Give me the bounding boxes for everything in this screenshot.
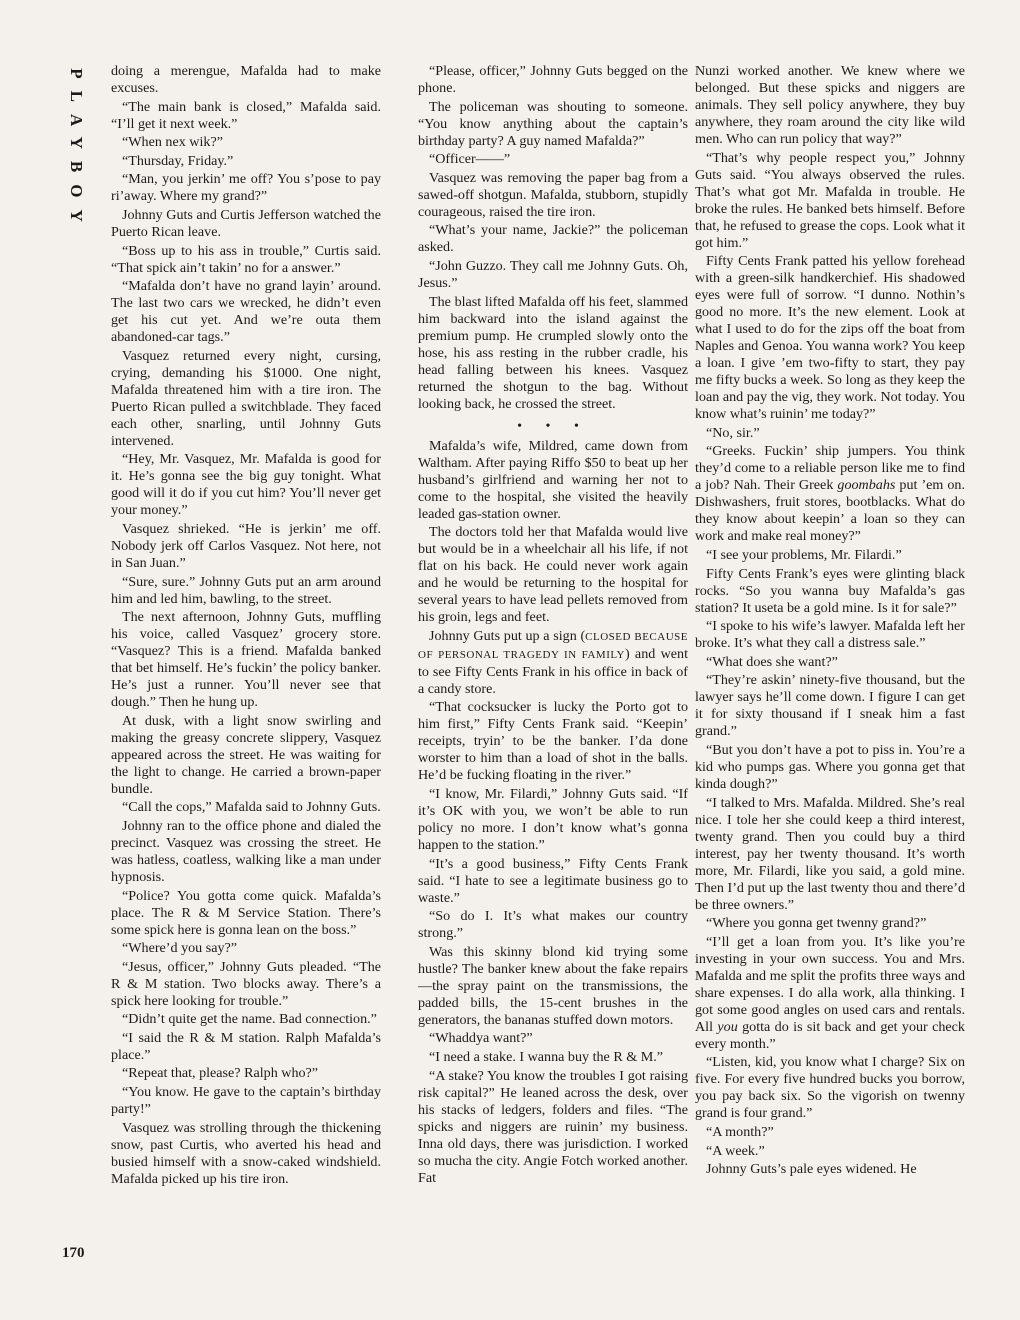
paragraph [418, 99, 688, 150]
paragraph [111, 609, 381, 711]
paragraph [418, 944, 688, 1029]
paragraph [111, 574, 381, 608]
paragraph [111, 1084, 381, 1118]
paragraph [695, 618, 965, 652]
paragraph [111, 799, 381, 816]
paragraph [695, 1124, 965, 1141]
paragraph-text: “I need a stake. I wanna buy the R & M.” [429, 1048, 664, 1065]
text-column-3 [695, 63, 965, 1263]
paragraph-text: “Whaddya want?” [429, 1030, 533, 1047]
paragraph-text: • • • [517, 417, 589, 434]
paragraph [111, 63, 381, 97]
paragraph-text: “When nex wik?” [122, 134, 223, 151]
paragraph [111, 134, 381, 151]
paragraph [418, 1068, 688, 1187]
page-number: 170 [62, 1245, 85, 1261]
paragraph-text: Johnny Guts’s pale eyes widened. He [706, 1161, 917, 1178]
emphasis-text: goombahs [837, 477, 896, 494]
paragraph-text-cont: put ’em on. Dishwashers, fruit stores, bootblacks. What do they know about keepin’ a loan so they can work and make real money?” [695, 477, 965, 545]
paragraph-text: “Officer——” [429, 151, 511, 168]
paragraph [111, 207, 381, 241]
paragraph-text: “I talked to Mrs. Mafalda. Mildred. She’s real nice. I tole her she could keep a third interest, twenty grand. Then you could buy a third interest, pay her twenty thousand. It’s worth more, Mr. Filardi, like you said, a gold mine. Then I’d put up the last twenty thou and there’d be three owners.” [695, 794, 965, 913]
paragraph-text: “It’s a good business,” Fifty Cents Frank said. “I hate to see a legitimate business go to waste.” [418, 855, 688, 906]
paragraph [111, 888, 381, 939]
paragraph-text: “That’s why people respect you,” Johnny Guts said. “You always observed the rules. That’s what got Mr. Mafalda in trouble. He broke the rules. He banked bets himself. Before that, he refused to grease the cops. Look what it got him.” [695, 149, 965, 251]
paragraph [111, 1120, 381, 1188]
paragraph-text: Mafalda’s wife, Mildred, came down from Waltham. After paying Riffo $50 to beat up her husband’s girlfriend and warning her not to come to the hospital, she visited the heavily leaded gas-station owner. [418, 437, 688, 522]
paragraph [111, 171, 381, 205]
paragraph [695, 547, 965, 564]
paragraph-text: Vasquez returned every night, cursing, crying, demanding his $1000. One night, Mafalda threatened him with a tire iron. The Puerto Rican pulled a switchblade. They faced each other, snarling, until Johnny Guts intervened. [111, 347, 381, 449]
paragraph-text: “The main bank is closed,” Mafalda said. “I’ll get it next week.” [111, 98, 381, 132]
paragraph-text: “They’re askin’ ninety-five thousand, but the lawyer says he’ll come down. I figure I can get it for sixty thousand if I sneak him a fast grand.” [695, 672, 965, 740]
paragraph [418, 258, 688, 292]
paragraph-text: “Please, officer,” Johnny Guts begged on the phone. [418, 63, 688, 96]
paragraph [418, 151, 688, 168]
paragraph-text: “A week.” [706, 1142, 765, 1159]
paragraph-text: “I’ll get a loan from you. It’s like you’re investing in your own success. You and Mrs. Mafalda and me split the profits three ways and share expenses. I do alla work, alla thinking. I got some good angles on used cars and rentals. All [695, 933, 965, 1035]
paragraph-text: “Listen, kid, you know what I charge? Six on five. For every five hundred bucks you borrow, you pay back six. So the vigorish on twenny grand is four grand.” [695, 1054, 965, 1122]
paragraph [111, 521, 381, 572]
paragraph [418, 524, 688, 626]
paragraph-text: Nunzi worked another. We knew where we belonged. But these spicks and niggers are animals. They sell policy anywhere, they buy anywhere, they roam around the city like wild men. Who can run policy that way?” [695, 63, 965, 147]
paragraph-text: Was this skinny blond kid trying some hustle? The banker knew about the fake repairs—the spray paint on the transmissions, the padded bills, the 15-cent brushes in the generators, the bananas stuffed down motors. [418, 943, 688, 1028]
paragraph-text: “I spoke to his wife’s lawyer. Mafalda left her broke. It’s what they call a distress sale.” [695, 618, 965, 652]
paragraph-text: Johnny Guts and Curtis Jefferson watched the Puerto Rican leave. [111, 206, 381, 240]
paragraph [418, 628, 688, 698]
paragraph [418, 699, 688, 784]
paragraph [418, 63, 688, 97]
paragraph-text: “Sure, sure.” Johnny Guts put an arm around him and led him, bawling, to the street. [111, 573, 381, 607]
paragraph-text: “Thursday, Friday.” [122, 152, 234, 169]
paragraph [695, 443, 965, 545]
paragraph-text: “What’s your name, Jackie?” the policeman asked. [418, 222, 688, 256]
paragraph-text: “But you don’t have a pot to piss in. You’re a kid who pumps gas. Where you gonna get that kinda dough?” [695, 741, 965, 792]
paragraph [418, 1049, 688, 1066]
paragraph-text: “A stake? You know the troubles I got raising risk capital?” He leaned across the desk, over his stacks of ledgers, folders and files. “The spicks and niggers are ruinin’ my business. Inna old days, there was jurisdiction. I worked so mucha the city. Angie Fotch worked another. Fat [418, 1067, 688, 1186]
paragraph [695, 253, 965, 423]
paragraph-text: “I said the R & M station. Ralph Mafalda’s place.” [111, 1029, 381, 1063]
paragraph [111, 1030, 381, 1064]
paragraph-text: “I see your problems, Mr. Filardi.” [706, 546, 902, 563]
paragraph-text-cont: gotta do is sit back and get your check every month.” [695, 1018, 965, 1052]
text-column-1 [111, 63, 381, 1263]
sign-text: CLOSED BECAUSE OF PERSONAL TRAGEDY IN FAMILY [418, 630, 688, 661]
paragraph [695, 63, 965, 148]
paragraph-text: “John Guzzo. They call me Johnny Guts. Oh, Jesus.” [418, 257, 688, 291]
paragraph [111, 1011, 381, 1028]
paragraph [111, 99, 381, 133]
paragraph [111, 278, 381, 346]
paragraph [111, 348, 381, 450]
paragraph-text-cont: ) and went to see Fifty Cents Frank in his office in back of a candy store. [418, 645, 688, 697]
paragraph-text: “Greeks. Fuckin’ ship jumpers. You think they’d come to a reliable person like me to find a job? Nah. Their Greek [695, 443, 965, 494]
paragraph [418, 856, 688, 907]
paragraph [111, 243, 381, 277]
paragraph-text: Fifty Cents Frank patted his yellow forehead with a green-silk handkerchief. His shadowed eyes were full of sorrow. “I dunno. Nothin’s good no more. It’s the new element. Look at what I used to do for the zips off the boat from Naples and Genoa. You wanna work? You keep a loan. I give ’em two-fifty to start, they pay me fifty bucks a week. So long as they keep the loan and pay the vig, they work. Not today. You know what’s ruinin’ me today?” [695, 253, 965, 423]
paragraph-text: “That cocksucker is lucky the Porto got to him first,” Fifty Cents Frank said. “Keepin’ receipts, tryin’ to be the banker. I’da done worster to him than a load of shot in the balls. He’d be fucking floating in the river.” [418, 699, 688, 784]
paragraph [418, 908, 688, 942]
paragraph [695, 915, 965, 932]
paragraph-text: “Mafalda don’t have no grand layin’ around. The last two cars we wrecked, he didn’t even get his cut yet. And we’re outa them abandoned-car tags.” [111, 278, 381, 346]
paragraph-text: “Jesus, officer,” Johnny Guts pleaded. “The R & M station. Two blocks away. There’s a spick here looking for trouble.” [111, 958, 381, 1009]
paragraph-text: “Police? You gotta come quick. Mafalda’s place. The R & M Service Station. There’s some spick here is gonna lean on the boss.” [111, 887, 381, 938]
paragraph [695, 672, 965, 740]
paragraph [695, 1161, 965, 1178]
paragraph-text: “Where’d you say?” [122, 940, 238, 957]
paragraph [695, 1054, 965, 1122]
paragraph-text: At dusk, with a light snow swirling and making the greasy concrete slippery, Vasquez appeared across the street. He was waiting for the light to change. He carried a brown-paper bundle. [111, 712, 381, 797]
paragraph [695, 934, 965, 1053]
paragraph [695, 425, 965, 442]
paragraph-text: “What does she want?” [706, 653, 838, 670]
text-column-2 [418, 63, 688, 1263]
paragraph-text: “Call the cops,” Mafalda said to Johnny Guts. [122, 799, 381, 816]
paragraph-text: “Repeat that, please? Ralph who?” [122, 1065, 319, 1082]
paragraph-text: “Man, you jerkin’ me off? You s’pose to pay ri’away. Where my grand?” [111, 171, 381, 205]
paragraph-text: “Where you gonna get twenny grand?” [706, 915, 927, 932]
paragraph-text: The blast lifted Mafalda off his feet, slammed him backward into the island against the premium pump. He crumpled slowly onto the hose, his ass resting in the rubber cradle, his head falling between his knees. Vasquez returned the shotgun to the bag. Without looking back, he crossed the street. [418, 293, 688, 412]
paragraph [695, 742, 965, 793]
paragraph [418, 222, 688, 256]
paragraph-text: “Didn’t quite get the name. Bad connection.” [122, 1011, 377, 1028]
paragraph [695, 795, 965, 914]
paragraph-text: doing a merengue, Mafalda had to make excuses. [111, 63, 381, 96]
paragraph [111, 451, 381, 519]
paragraph [418, 1030, 688, 1047]
paragraph-text: Vasquez was strolling through the thickening snow, past Curtis, who averted his head and busied himself with a snow-caked windshield. Mafalda picked up his tire iron. [111, 1119, 381, 1187]
paragraph [111, 818, 381, 886]
paragraph-text: “No, sir.” [706, 424, 760, 441]
paragraph [111, 959, 381, 1010]
paragraph [111, 1065, 381, 1082]
paragraph-text: “So do I. It’s what makes our country strong.” [418, 908, 688, 942]
paragraph [111, 153, 381, 170]
paragraph [418, 786, 688, 854]
paragraph-text: Vasquez was removing the paper bag from a sawed-off shotgun. Mafalda, stubborn, stupidly courageous, raised the tire iron. [418, 169, 688, 220]
paragraph [695, 566, 965, 617]
paragraph-text: Johnny ran to the office phone and dialed the precinct. Vasquez was crossing the street. He was hatless, coatless, walking like a man under hypnosis. [111, 817, 381, 885]
paragraph [418, 294, 688, 413]
section-separator [418, 418, 688, 435]
paragraph-text: “A month?” [706, 1123, 774, 1140]
paragraph-text: “You know. He gave to the captain’s birthday party!” [111, 1084, 381, 1118]
paragraph [111, 940, 381, 957]
paragraph [695, 654, 965, 671]
paragraph-text: The policeman was shouting to someone. “You know anything about the captain’s birthday party? A guy named Mafalda?” [418, 98, 688, 149]
paragraph [695, 150, 965, 252]
paragraph-text: Fifty Cents Frank’s eyes were glinting black rocks. “So you wanna buy Mafalda’s gas station? It useta be a gold mine. Is it for sale?” [695, 565, 965, 616]
masthead-text: PLAYBOY [67, 68, 86, 234]
emphasis-text: you [717, 1018, 738, 1035]
paragraph [111, 713, 381, 798]
paragraph [695, 1143, 965, 1160]
paragraph [418, 170, 688, 221]
paragraph-text: The next afternoon, Johnny Guts, muffling his voice, called Vasquez’ grocery store. “Vasquez? This is a friend. Mafalda banked that bet himself. He’s fuckin’ the policy banker. He’s just a runner. You’ll never see that dough.” Then he hung up. [111, 609, 381, 711]
paragraph-text: “Hey, Mr. Vasquez, Mr. Mafalda is good for it. He’s gonna see the big guy tonight. What good will it do if you cut him? You’ll never get your money.” [111, 451, 381, 519]
magazine-masthead [54, 66, 98, 236]
paragraph [418, 438, 688, 523]
paragraph-text: The doctors told her that Mafalda would live but would be in a wheelchair all his life, if not flat on his back. He could never work again and he would be returning to the hospital for several years to have lead pellets removed from his groin, legs and feet. [418, 524, 688, 626]
paragraph-text: “I know, Mr. Filardi,” Johnny Guts said. “If it’s OK with you, we won’t be able to run policy no more. I don’t know what’s gonna happen to the station.” [418, 785, 688, 853]
paragraph-text: Johnny Guts put up a sign ( [429, 627, 586, 644]
paragraph-text: “Boss up to his ass in trouble,” Curtis said. “That spick ain’t takin’ no for a answer.” [111, 242, 381, 276]
paragraph-text: Vasquez shrieked. “He is jerkin’ me off. Nobody jerk off Carlos Vasquez. Not here, not in San Juan.” [111, 520, 381, 571]
